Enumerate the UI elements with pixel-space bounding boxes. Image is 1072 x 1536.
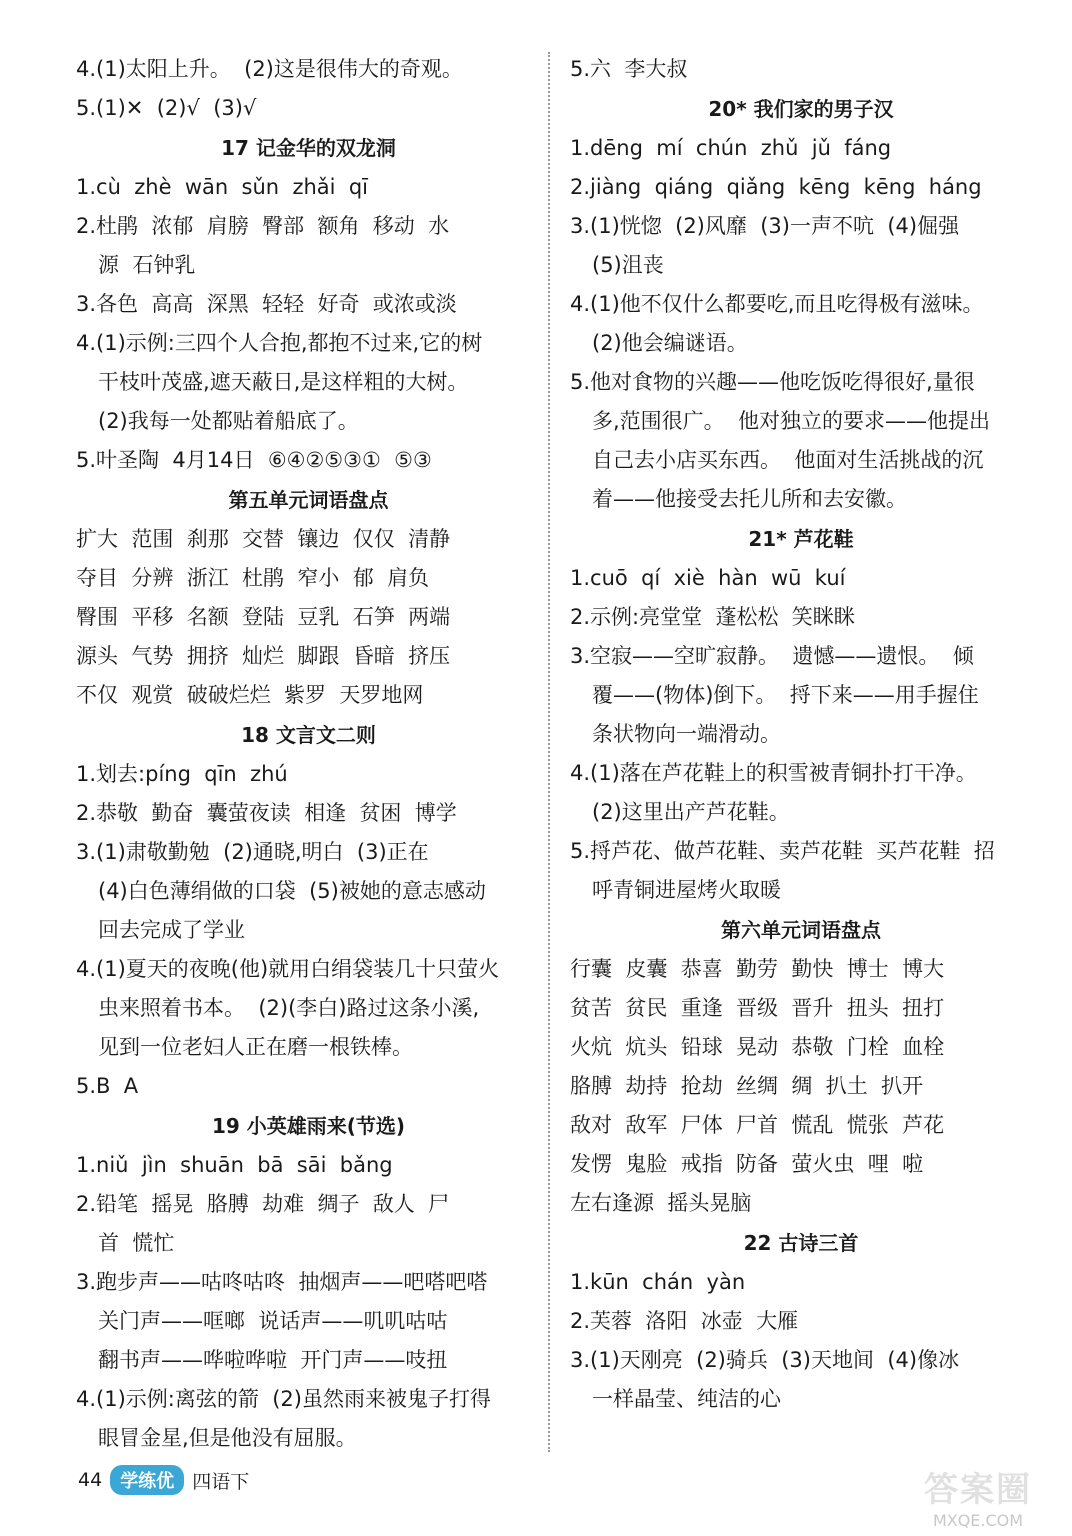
answer-line: 1.划去:píng qīn zhú [76,762,288,786]
answer-line: 1.dēng mí chún zhǔ jǔ fáng [570,136,892,160]
answer-line: (5)沮丧 [592,253,664,277]
answer-line: 源 石钟乳 [98,253,196,277]
answer-line: 1.kūn chán yàn [570,1270,746,1294]
page-number: 44 [78,1469,103,1491]
left-column [76,50,541,1458]
answer-line: 4.(1)示例:离弦的箭 (2)虽然雨来被鬼子打得 [76,1387,491,1411]
answer-line: 虫来照着书本。 (2)(李白)路过这条小溪, [98,996,480,1020]
section-heading: 17 记金华的双龙洞 [221,136,396,160]
watermark [918,1462,1038,1530]
answer-line: 5.叶圣陶 4月14日 ⑥④②⑤③① ⑤③ [76,448,432,472]
answer-line: 夺目 分辨 浙江 杜鹃 窄小 郁 肩负 [76,566,430,590]
column-divider [548,52,550,1452]
answer-line: 2.杜鹃 浓郁 肩膀 臀部 额角 移动 水 [76,214,450,238]
answer-line: 2.示例:亮堂堂 蓬松松 笑眯眯 [570,605,855,629]
answer-line: 1.cù zhè wān sǔn zhǎi qī [76,175,369,199]
section-heading: 21* 芦花鞋 [748,527,854,551]
answer-line: 1.niǔ jìn shuān bā sāi bǎng [76,1153,393,1177]
answer-line: 关门声——哐啷 说话声——叽叽咕咕 [98,1309,448,1333]
answer-line: 翻书声——哗啦哗啦 开门声——吱扭 [98,1348,448,1372]
answer-line: 3.各色 高高 深黑 轻轻 好奇 或浓或淡 [76,292,457,316]
answer-line: 贫苦 贫民 重逢 晋级 晋升 扭头 扭打 [570,996,945,1020]
answer-line: 首 慌忙 [98,1231,175,1255]
answer-line: 4.(1)落在芦花鞋上的积雪被青铜扑打干净。 [570,761,977,785]
answer-line: 源头 气势 拥挤 灿烂 脚跟 昏暗 挤压 [76,644,451,668]
answer-line: 呼青铜进屋烤火取暖 [592,878,781,902]
watermark-title: 答案圈 [924,1470,1032,1510]
answer-line: (2)他会编谜语。 [592,331,748,355]
answer-line: 5.他对食物的兴趣——他吃饭吃得很好,量很 [570,370,975,394]
answer-line: 3.(1)天刚亮 (2)骑兵 (3)天地间 (4)像冰 [570,1348,960,1372]
answer-line: 胳膊 劫持 抢劫 丝绸 绸 扒土 扒开 [570,1074,924,1098]
answer-line: 4.(1)示例:三四个人合抱,都抱不过来,它的树 [76,331,483,355]
answer-line: 5.六 李大叔 [570,57,688,81]
answer-line: 左右逢源 摇头晃脑 [570,1191,752,1215]
answer-line: 一样晶莹、纯洁的心 [592,1387,781,1411]
section-heading: 第六单元词语盘点 [721,918,881,942]
section-heading: 22 古诗三首 [743,1231,859,1255]
answer-line: 臀围 平移 名额 登陆 豆乳 石笋 两端 [76,605,451,629]
answer-line: 3.空寂——空旷寂静。 遗憾——遗恨。 倾 [570,644,974,668]
answer-line: 着——他接受去托儿所和去安徽。 [592,487,907,511]
answer-line: 发愣 鬼脸 戒指 防备 萤火虫 哩 啦 [570,1152,924,1176]
answer-line: 自己去小店买东西。 他面对生活挑战的沉 [592,448,984,472]
answer-line: 行囊 皮囊 恭喜 勤劳 勤快 博士 博大 [570,957,945,981]
answer-line: 2.芙蓉 洛阳 冰壶 大雁 [570,1309,799,1333]
answer-line: 5.捋芦花、做芦花鞋、卖芦花鞋 买芦花鞋 招 [570,839,995,863]
answer-line: 眼冒金星,但是他没有屈服。 [98,1426,357,1450]
answer-line: 覆——(物体)倒下。 捋下来——用手握住 [592,683,979,707]
answer-line: 条状物向一端滑动。 [592,722,781,746]
answer-line: 干枝叶茂盛,遮天蔽日,是这样粗的大树。 [98,370,469,394]
section-heading: 20* 我们家的男子汉 [708,97,894,121]
brand-logo: 学练优 [110,1465,184,1495]
answer-line: 多,范围很广。 他对独立的要求——他提出 [592,409,991,433]
section-heading: 18 文言文二则 [241,723,376,747]
answer-line: 见到一位老妇人正在磨一根铁棒。 [98,1035,413,1059]
answer-line: 4.(1)太阳上升。 (2)这是很伟大的奇观。 [76,57,463,81]
right-column [570,50,1032,1419]
answer-line: 4.(1)夏天的夜晚(他)就用白绢袋装几十只萤火 [76,957,500,981]
answer-line: 3.(1)肃敬勤勉 (2)通晓,明白 (3)正在 [76,840,429,864]
answer-line: 扩大 范围 刹那 交替 镶边 仅仅 清静 [76,527,451,551]
answer-line: 2.恭敬 勤奋 囊萤夜读 相逢 贫困 博学 [76,801,457,825]
answer-line: 5.B A [76,1074,139,1098]
answer-line: 2.jiàng qiáng qiǎng kēng kēng háng [570,175,982,199]
answer-line: 不仅 观赏 破破烂烂 紫罗 天罗地网 [76,683,424,707]
answer-line: 5.(1)✕ (2)√ (3)√ [76,96,257,120]
answer-line: 火炕 炕头 铅球 晃动 恭敬 门栓 血栓 [570,1035,945,1059]
grade-label: 四语下 [192,1470,250,1493]
answer-line: (2)这里出产芦花鞋。 [592,800,790,824]
answer-line: 敌对 敌军 尸体 尸首 慌乱 慌张 芦花 [570,1113,945,1137]
page-footer [78,1462,249,1498]
answer-line: 2.铅笔 摇晃 胳膊 劫难 绸子 敌人 尸 [76,1192,450,1216]
answer-line: (4)白色薄绢做的口袋 (5)被她的意志感动 [98,879,486,903]
section-heading: 第五单元词语盘点 [228,488,389,512]
answer-line: 3.跑步声——咕咚咕咚 抽烟声——吧嗒吧嗒 [76,1270,488,1294]
section-heading: 19 小英雄雨来(节选) [211,1114,406,1138]
answer-line: 回去完成了学业 [98,918,245,942]
answer-line: 1.cuō qí xiè hàn wū kuí [570,566,846,590]
answer-line: (2)我每一处都贴着船底了。 [98,409,359,433]
watermark-url: MXQE.COM [932,1511,1024,1530]
answer-line: 3.(1)恍惚 (2)风靡 (3)一声不吭 (4)倔强 [570,214,960,238]
answer-line: 4.(1)他不仅什么都要吃,而且吃得极有滋味。 [570,292,984,316]
